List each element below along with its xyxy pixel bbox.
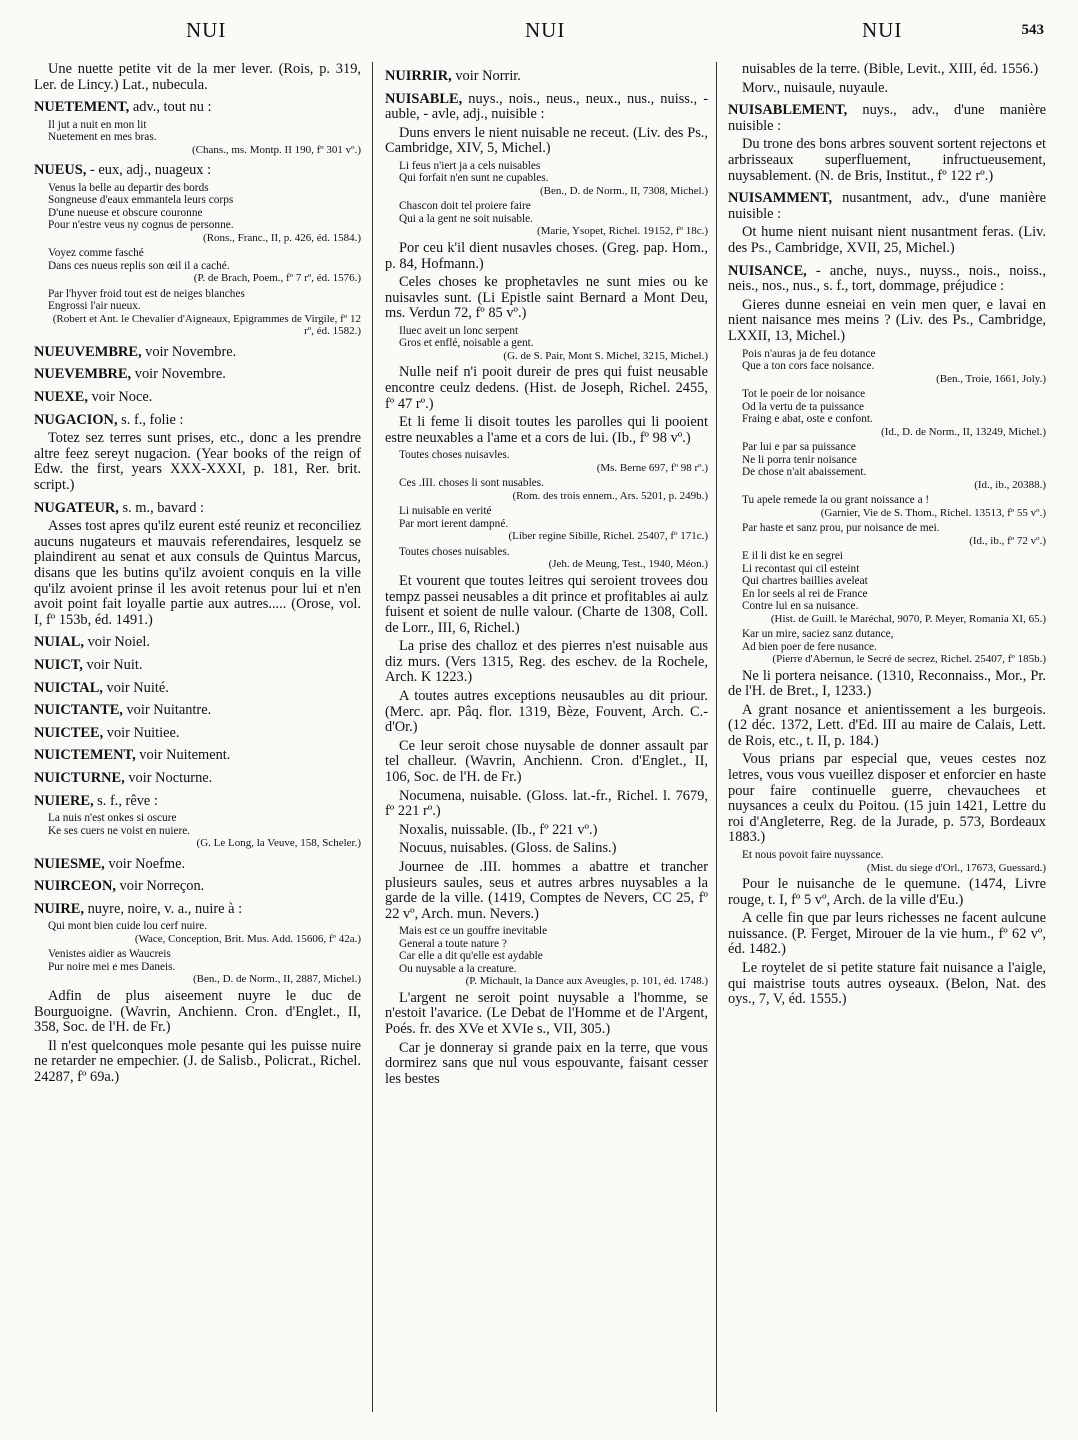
entry-headword: NUICT, bbox=[34, 656, 83, 673]
verse-quote bbox=[48, 288, 361, 338]
entry-definition: voir Novembre. bbox=[131, 366, 226, 383]
column-rule-2 bbox=[716, 62, 717, 1412]
entry-headword: NUETEMENT, bbox=[34, 99, 130, 116]
verse-quote bbox=[399, 477, 708, 502]
entry-definition: voir Novembre. bbox=[141, 343, 237, 360]
page-number: 543 bbox=[1021, 22, 1044, 38]
verse-line: Qui mont bien cuide lou cerf nuire. bbox=[48, 920, 208, 933]
verse-quote bbox=[399, 546, 708, 571]
entry-headword: NUGACION, bbox=[34, 411, 118, 428]
entry-headword: NUIERE, bbox=[34, 792, 94, 809]
citation-paragraph: Por ceu k'il dient nusavles choses. (Greg. pap. Hom., p. 84, Hofmann.) bbox=[385, 239, 708, 272]
column-1 bbox=[34, 62, 361, 1422]
dictionary-entry bbox=[34, 857, 361, 873]
verse-line: Par lui e par sa puissance bbox=[742, 441, 856, 453]
citation-paragraph: Ce leur seroit chose nuysable de donner assault par tel challeur. (Wavrin, Anchienn. Cron. d'Englet., II, 106, Soc. de l'H. de Fr.) bbox=[385, 737, 708, 786]
citation-paragraph: Une nuette petite vit de la mer lever. (Rois, p. 319, Ler. de Lincy.) Lat., nubecula. bbox=[34, 62, 361, 93]
verse-quote bbox=[48, 182, 361, 245]
citation-paragraph: La prise des challoz et des pierres n'est nuisable aus diz murs. (Vers 1315, Reg. des eschev. de la Rochele, Arch. K 1223.) bbox=[385, 638, 708, 686]
verse-quote bbox=[48, 812, 361, 850]
verse-line: Tot le poeir de lor noisance bbox=[742, 388, 866, 400]
entry-headword: NUIESME, bbox=[34, 855, 105, 872]
dictionary-entry bbox=[34, 163, 361, 179]
quote-reference: (Ms. Berne 697, fº 98 rº.) bbox=[596, 461, 708, 474]
dictionary-entry bbox=[34, 879, 361, 895]
dictionary-entry bbox=[34, 726, 361, 742]
entry-definition: voir Nocturne. bbox=[124, 769, 213, 786]
entry-definition: nuys., adv., d'une manière nuisible : bbox=[728, 102, 1046, 134]
verse-line: Li feus n'iert ja a cels nuisables bbox=[399, 159, 541, 172]
dictionary-entry bbox=[34, 658, 361, 674]
dictionary-entry bbox=[34, 794, 361, 810]
dictionary-entry bbox=[34, 413, 361, 429]
dictionary-entry bbox=[34, 100, 361, 116]
entry-headword: NUEVEMBRE, bbox=[34, 366, 132, 383]
citation-paragraph: Il n'est quelconques mole pesante qui les puisse nuire ne retarder ne empechier. (J. de Salisb., Policrat., Richel. 24287, fº 69a.) bbox=[34, 1037, 361, 1085]
dictionary-entry bbox=[34, 367, 361, 383]
quote-reference: (Jeh. de Meung, Test., 1940, Méon.) bbox=[548, 558, 708, 571]
quote-reference: (Ben., D. de Norm., II, 7308, Michel.) bbox=[539, 184, 708, 197]
verse-quote bbox=[742, 388, 1046, 438]
citation-paragraph: Pour le nuisanche de le quemune. (1474, Livre rouge, t. I, fº 5 vº, Arch. de la ville d'Eu.) bbox=[728, 876, 1046, 908]
entry-definition: - eux, adj., nuageux : bbox=[86, 162, 212, 179]
verse-line: Qui forfait n'en sunt ne cupables. bbox=[399, 172, 549, 185]
entry-definition: voir Noiel. bbox=[83, 634, 150, 651]
verse-quote bbox=[48, 119, 361, 157]
quote-reference: (P. Michault, la Dance aux Aveugles, p. 101, éd. 1748.) bbox=[465, 975, 708, 988]
entry-headword: NUEXE, bbox=[34, 389, 88, 406]
verse-line: Que a ton cors face noisance. bbox=[742, 360, 875, 372]
quote-reference: (Rons., Franc., II, p. 426, éd. 1584.) bbox=[203, 231, 361, 244]
citation-paragraph: Car je donneray si grande paix en la terre, que vous dormirez sans que nul vous espouvante, faisant cesser les bestes bbox=[385, 1039, 708, 1087]
verse-quote bbox=[742, 348, 1046, 386]
quote-reference: (G. de S. Pair, Mont S. Michel, 3215, Michel.) bbox=[503, 349, 708, 362]
quote-reference: (Chans., ms. Montp. II 190, fº 301 vº.) bbox=[191, 143, 361, 156]
citation-paragraph: Totez sez terres sunt prises, etc., donc a les prendre altre feez sereyt nugacion. (Year books of the reign of Edw. the first, years XXX-XXXI, p. 181, Rer. brit. script.) bbox=[34, 430, 361, 494]
verse-line: Mais est ce un gouffre inevitable bbox=[399, 925, 548, 938]
entry-headword: NUISABLEMENT, bbox=[728, 102, 848, 119]
verse-quote bbox=[399, 325, 708, 363]
entry-headword: NUISABLE, bbox=[385, 90, 463, 107]
entry-definition: voir Nuitiee. bbox=[103, 724, 180, 741]
entry-headword: NUEUS, bbox=[34, 162, 87, 179]
verse-line: Pois n'auras ja de feu dotance bbox=[742, 347, 876, 360]
verse-line: Ces .III. choses li sont nusables. bbox=[399, 477, 544, 490]
verse-quote bbox=[742, 849, 1046, 874]
entry-definition: voir Norreçon. bbox=[115, 878, 205, 895]
verse-line: Et nous povoit faire nuyssance. bbox=[742, 849, 884, 862]
dictionary-entry bbox=[34, 748, 361, 764]
verse-quote bbox=[399, 505, 708, 543]
running-head-right: NUI bbox=[862, 18, 903, 42]
verse-line: Il jut a nuit en mon lit bbox=[48, 118, 147, 131]
entry-headword: NUEUVEMBRE, bbox=[34, 343, 142, 360]
dictionary-entry bbox=[385, 92, 708, 123]
entry-headword: NUIRRIR, bbox=[385, 68, 452, 84]
citation-paragraph: A toutes autres exceptions neusaubles au dit priour. (Merc. apr. Pâq. flor. 1319, Bèze, Fouvent, Arch. C.-d'Or.) bbox=[385, 688, 708, 736]
dictionary-entry bbox=[728, 264, 1046, 295]
entry-headword: NUISANCE, bbox=[728, 262, 807, 279]
citation-paragraph: Celes choses ke prophetavles ne sunt mies ou ke nuisavles sunt. (Li Epistle saint Bernard a Mont Deu, ms. Verdun 72, fº 85 vº.) bbox=[385, 274, 708, 322]
verse-quote bbox=[399, 925, 708, 988]
verse-quote bbox=[399, 160, 708, 198]
quote-reference: (Liber regine Sibille, Richel. 25407, fº 171c.) bbox=[508, 530, 708, 543]
column-rule-1 bbox=[372, 62, 373, 1412]
entry-definition: voir Noefme. bbox=[104, 855, 186, 872]
verse-line: De chose n'ait abaissement. bbox=[742, 466, 867, 478]
quote-reference: (Mist. du siege d'Orl., 17673, Guessard.) bbox=[866, 861, 1046, 874]
verse-line: Kar un mire, saciez sanz dutance, bbox=[742, 628, 894, 640]
verse-line: Pur noire mei e mes Daneis. bbox=[48, 960, 176, 973]
quote-reference: (Ben., Troie, 1661, Joly.) bbox=[936, 372, 1046, 385]
citation-paragraph: Le roytelet de si petite stature fait nuisance a l'aigle, qui maistrise touts autres oyseaux. (Belon, Nat. des oys., 7, V, éd. 1555.) bbox=[728, 960, 1046, 1008]
verse-line: Od la vertu de ta puissance bbox=[742, 400, 865, 413]
verse-line: Tu apele remede la ou grant noissance a ! bbox=[742, 494, 930, 506]
citation-paragraph: nuisables de la terre. (Bible, Levit., XIII, éd. 1556.) bbox=[742, 62, 1039, 77]
verse-line: Ou nuysable a la creature. bbox=[399, 962, 517, 975]
citation-paragraph: Nulle neif n'i pooit dureir de pres qui fuist neusable encontre ceulz dedens. (Hist. de Joseph, Richel. 2455, fº 47 rº.) bbox=[385, 364, 708, 412]
dictionary-entry bbox=[34, 390, 361, 406]
citation-paragraph: Nocumena, nuisable. (Gloss. lat.-fr., Richel. l. 7679, fº 221 rº.) bbox=[385, 787, 708, 820]
verse-line: La nuis n'est onkes si oscure bbox=[48, 812, 177, 825]
verse-line: Ne li porra tenir noisance bbox=[742, 453, 857, 466]
verse-line: En lor seels al rei de France bbox=[742, 587, 868, 600]
quote-reference: (Marie, Ysopet, Richel. 19152, fº 18c.) bbox=[536, 225, 708, 238]
entry-headword: NUIAL, bbox=[34, 634, 84, 651]
verse-quote bbox=[399, 449, 708, 474]
citation-paragraph: A grant nosance et anientissement a les burgeois. (12 déc. 1372, Lett. d'Ed. III au maire de Calais, Lett. de Rois, etc., t. II, p. 184.) bbox=[728, 701, 1046, 749]
citation-paragraph: Et li feme li disoit toutes les parolles qui li pooient estre neuxables a l'ame et a cors de lui. (Ib., fº 98 vº.) bbox=[385, 414, 708, 446]
citation-paragraph: Journee de .III. hommes a abattre et trancher plusieurs saules, seus et autres arbres nuysables a la garde de la ville. (1419, Comptes de Nevers, CC 25, fº 22 vº, Arch. mun. Nevers.) bbox=[385, 859, 708, 922]
verse-line: Contre lui en sa nuisance. bbox=[742, 600, 859, 612]
verse-line: Ad bien poer de fere nusance. bbox=[742, 640, 877, 653]
entry-definition: voir Norrir. bbox=[451, 68, 521, 84]
entry-headword: NUICTEMENT, bbox=[34, 747, 136, 764]
quote-reference: (Garnier, Vie de S. Thom., Richel. 13513, fº 55 vº.) bbox=[820, 506, 1046, 519]
citation-paragraph: Du trone des bons arbres souvent sortent rejectons et arbrisseaux superfluement, infructueusement, nuysablement. (N. de Bris, Institut., fº 122 rº.) bbox=[728, 136, 1046, 184]
verse-line: Li recontast qui cil esteint bbox=[742, 562, 860, 575]
verse-line: General a toute nature ? bbox=[399, 937, 507, 950]
verse-line: Nuetement en mes bras. bbox=[48, 131, 157, 144]
verse-line: Qui a la gent ne soit nuisable. bbox=[399, 212, 533, 225]
verse-line: Ke ses cuers ne voist en nuiere. bbox=[48, 824, 191, 837]
dictionary-entry bbox=[34, 681, 361, 697]
verse-quote bbox=[742, 550, 1046, 625]
entry-definition: voir Nuitement. bbox=[135, 747, 231, 764]
verse-line: Par l'hyver froid tout est de neiges blanches bbox=[48, 287, 245, 300]
quote-reference: (P. de Brach, Poem., fº 7 rº, éd. 1576.) bbox=[193, 272, 361, 285]
quote-reference: (Pierre d'Abernun, le Secré de secrez, Richel. 25407, fº 185b.) bbox=[772, 653, 1046, 665]
column-3 bbox=[728, 62, 1046, 1422]
dictionary-entry bbox=[34, 771, 361, 787]
verse-line: Par haste et sanz prou, pur noisance de mei. bbox=[742, 522, 940, 534]
dictionary-entry bbox=[34, 345, 361, 361]
entry-headword: NUIRE, bbox=[34, 900, 84, 917]
entry-definition: voir Nuitantre. bbox=[122, 702, 212, 719]
citation-paragraph: Noxalis, nuissable. (Ib., fº 221 vº.) bbox=[399, 821, 598, 838]
verse-line: Voyez comme fasché bbox=[48, 247, 144, 260]
verse-line: Car elle a dit qu'elle est aydable bbox=[399, 950, 543, 963]
entry-definition: voir Noce. bbox=[87, 389, 153, 406]
verse-quote bbox=[742, 494, 1046, 519]
verse-line: D'une nueuse et obscure couronne bbox=[48, 206, 203, 219]
verse-line: Toutes choses nuisavles. bbox=[399, 449, 510, 462]
verse-line: Dans ces nueus replis son œil il a caché. bbox=[48, 259, 230, 272]
citation-paragraph: Et vourent que toutes leitres qui seroient trovees dou tempz passei neusables a dit prince et profitables ai aulz fuisent et soient de nulle valour. (Charte de 1308, Coll. de Lorr., III, 6, Richel.) bbox=[385, 572, 708, 636]
quote-reference: (Id., ib., fº 72 vº.) bbox=[969, 534, 1046, 547]
verse-line: Li nuisable en verité bbox=[399, 505, 492, 518]
entry-definition: - anche, nuys., nuyss., nois., noiss., neis., nos., nus., s. f., tort, dommage, préjudice : bbox=[728, 262, 1046, 295]
verse-line: Par mort ierent dampné. bbox=[399, 517, 509, 530]
verse-quote bbox=[48, 948, 361, 986]
quote-reference: (Wace, Conception, Brit. Mus. Add. 15606, fº 42a.) bbox=[134, 932, 361, 945]
quote-reference: (Id., D. de Norm., II, 13249, Michel.) bbox=[881, 425, 1046, 438]
citation-paragraph: Asses tost apres qu'ilz eurent esté reuniz et reconciliez aucuns nugateurs et mauvais referendaires, lesquelz se plaindirent au senat et aux consuls de Quintus Marcus, disans que les butins qu'ilz avoient conquis en la ville qu'ilz avoient prinse il les avoit retenus pour lui et n'en avoit point fait loyalle partie aux autres..... (Orose, vol. I, fº 153b, éd. 1491.) bbox=[34, 518, 361, 628]
verse-line: Gros et enflé, noisable a gent. bbox=[399, 337, 534, 350]
entry-headword: NUICTANTE, bbox=[34, 702, 123, 719]
dictionary-entry bbox=[34, 501, 361, 517]
entry-headword: NUICTEE, bbox=[34, 724, 104, 741]
entry-definition: nuyre, noire, v. a., nuire à : bbox=[83, 900, 243, 917]
quote-reference: (Rom. des trois ennem., Ars. 5201, p. 249b.) bbox=[512, 489, 708, 502]
verse-line: Iluec aveit un lonc serpent bbox=[399, 324, 519, 337]
verse-quote bbox=[742, 628, 1046, 666]
citation-paragraph: Morv., nuisaule, nuyaule. bbox=[742, 79, 889, 96]
citation-paragraph: A celle fin que par leurs richesses ne facent aulcune nuissance. (P. Ferget, Mirouer de la vie hum., fº 62 vº, éd. 1482.) bbox=[728, 910, 1046, 958]
verse-quote bbox=[742, 441, 1046, 491]
verse-quote bbox=[48, 920, 361, 945]
entry-definition: voir Nuit. bbox=[82, 656, 143, 673]
verse-line: Songneuse d'eaux emmantela leurs corps bbox=[48, 194, 234, 207]
quote-reference: (Ben., D. de Norm., II, 2887, Michel.) bbox=[192, 973, 361, 986]
citation-paragraph: Ne li portera neisance. (1310, Reconnaiss., Mor., Pr. de l'H. de Bret., I, 1233.) bbox=[728, 667, 1046, 700]
verse-quote bbox=[48, 247, 361, 285]
citation-paragraph: Adfin de plus aiseement nuyre le duc de Bourguoigne. (Wavrin, Anchienn. Cron. d'Englet., II, 358, Soc. de l'H. de Fr.) bbox=[34, 987, 361, 1036]
citation-paragraph: Gieres dunne esneiai en vein men quer, e lavai en nient naisance mes meins ? (Liv. des Ps., Cambridge, LXXII, 13, Michel.) bbox=[728, 296, 1046, 344]
entry-headword: NUIRCEON, bbox=[34, 878, 116, 895]
citation-paragraph: Ot hume nient nuisant nient nusantment feras. (Liv. des Ps., Cambridge, XVII, 25, Michel.) bbox=[728, 224, 1046, 256]
quote-reference: (Id., ib., 20388.) bbox=[974, 478, 1046, 491]
citation-paragraph: Duns envers le nient nuisable ne receut. (Liv. des Ps., Cambridge, XIV, 5, Michel.) bbox=[385, 124, 708, 157]
dictionary-entry bbox=[34, 635, 361, 651]
quote-reference: (G. Le Long, la Veuve, 158, Scheler.) bbox=[196, 837, 361, 850]
verse-line: Toutes choses nuisables. bbox=[399, 545, 510, 558]
running-head-center: NUI bbox=[525, 18, 566, 42]
quote-reference: (Hist. de Guill. le Maréchal, 9070, P. Meyer, Romania XI, 65.) bbox=[770, 612, 1046, 625]
quote-reference: (Robert et Ant. le Chevalier d'Aigneaux, Epigrammes de Virgile, fº 12 rº, éd. 1582.) bbox=[52, 312, 361, 338]
page-header bbox=[0, 18, 1078, 48]
entry-definition: adv., tout nu : bbox=[129, 99, 212, 116]
verse-line: Venus la belle au departir des bords bbox=[48, 181, 209, 194]
entry-definition: nuys., nois., neus., neux., nus., nuiss., - auble, - avle, adj., nuisible : bbox=[385, 90, 708, 123]
dictionary-entry bbox=[728, 191, 1046, 222]
verse-line: Chascon doit tel proiere faire bbox=[399, 200, 531, 213]
verse-quote bbox=[399, 200, 708, 238]
citation-paragraph: Nocuus, nuisables. (Gloss. de Salins.) bbox=[399, 840, 617, 857]
verse-line: Pour n'estre veus ny cognus de personne. bbox=[48, 219, 234, 232]
entry-definition: nusantment, adv., d'une manière nuisible : bbox=[728, 190, 1046, 222]
citation-paragraph: Vous prians par especial que, veues cestes noz letres, vous vous vueillez disposer et enforcier en haste pour faire continuelle guerre, chevauchees et nuysances a ceulx du Poitou. (15 juin 1421, Lettre du roi d'Angleterre, Reg. de la Jurade, p. 573, Bordeaux 1883.) bbox=[728, 751, 1046, 846]
citation-paragraph: L'argent ne seroit point nuysable a l'homme, se n'estoit l'avarice. (Le Debat de l'Homme et de l'Argent, Poés. fr. des XVe et XVIe s., VII, 305.) bbox=[385, 989, 708, 1038]
verse-line: Venistes aidier as Waucreis bbox=[48, 948, 171, 961]
verse-line: Qui chartres baillies aveleat bbox=[742, 575, 868, 587]
verse-line: Fraing e abat, oste e confont. bbox=[742, 413, 873, 425]
entry-definition: s. f., rêve : bbox=[93, 792, 158, 809]
running-head-left: NUI bbox=[186, 18, 227, 42]
entry-headword: NUICTAL, bbox=[34, 679, 103, 696]
dictionary-entry bbox=[34, 703, 361, 719]
dictionary-entry bbox=[385, 69, 708, 85]
entry-headword: NUICTURNE, bbox=[34, 769, 125, 786]
verse-quote bbox=[742, 522, 1046, 547]
verse-line: E il li dist ke en segrei bbox=[742, 550, 844, 562]
dictionary-entry bbox=[34, 902, 361, 918]
entry-definition: s. f., folie : bbox=[117, 411, 184, 428]
entry-definition: voir Nuité. bbox=[102, 679, 169, 696]
entry-headword: NUISAMMENT, bbox=[728, 190, 833, 207]
entry-definition: s. m., bavard : bbox=[118, 499, 205, 516]
column-2 bbox=[385, 62, 708, 1422]
dictionary-entry bbox=[728, 103, 1046, 134]
verse-line: Engrossi l'air nueux. bbox=[48, 300, 141, 313]
entry-headword: NUGATEUR, bbox=[34, 499, 119, 516]
